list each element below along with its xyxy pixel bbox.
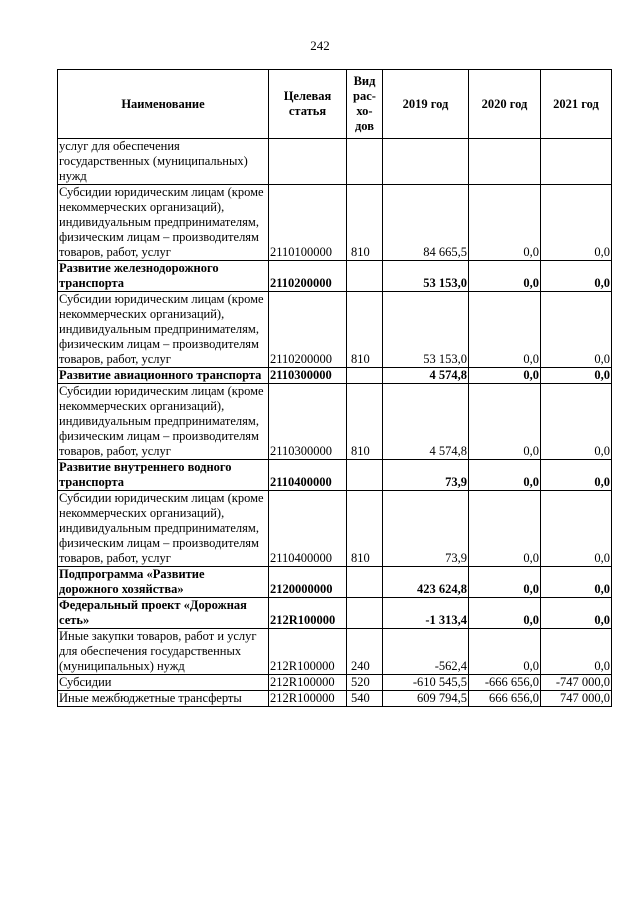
row-name: Иные межбюджетные трансферты xyxy=(58,691,269,707)
row-value-2019: 53 153,0 xyxy=(383,261,469,292)
row-value-2020: 0,0 xyxy=(469,292,541,368)
header-code: Целевая статья xyxy=(269,70,347,139)
row-code: 212R100000 xyxy=(269,675,347,691)
row-value-2020: 666 656,0 xyxy=(469,691,541,707)
row-code xyxy=(269,139,347,185)
row-name: Развитие внутреннего водного транспорта xyxy=(58,460,269,491)
header-2019: 2019 год xyxy=(383,70,469,139)
row-value-2021 xyxy=(541,139,612,185)
row-value-2021: 0,0 xyxy=(541,460,612,491)
row-value-2020: 0,0 xyxy=(469,384,541,460)
table-row xyxy=(58,675,612,691)
row-name: Субсидии юридическим лицам (кроме некоммерческих организаций), индивидуальным предпринимателям, физическим лицам – производителям товаров, работ, услуг xyxy=(58,292,269,368)
table-row xyxy=(58,491,612,567)
row-value-2020: 0,0 xyxy=(469,491,541,567)
table-row xyxy=(58,691,612,707)
row-code: 2110100000 xyxy=(269,185,347,261)
row-type: 810 xyxy=(347,491,383,567)
row-value-2020: 0,0 xyxy=(469,261,541,292)
row-code: 212R100000 xyxy=(269,691,347,707)
row-value-2019 xyxy=(383,139,469,185)
row-code: 2110400000 xyxy=(269,491,347,567)
row-value-2021: 747 000,0 xyxy=(541,691,612,707)
header-2021: 2021 год xyxy=(541,70,612,139)
row-type xyxy=(347,261,383,292)
row-value-2020: 0,0 xyxy=(469,567,541,598)
table-header-row xyxy=(58,70,612,139)
table-row xyxy=(58,292,612,368)
row-code: 2110200000 xyxy=(269,261,347,292)
row-name: Иные закупки товаров, работ и услуг для обеспечения государственных (муниципальных) нужд xyxy=(58,629,269,675)
table-row xyxy=(58,629,612,675)
row-value-2021: 0,0 xyxy=(541,567,612,598)
row-value-2020: 0,0 xyxy=(469,598,541,629)
row-code: 212R100000 xyxy=(269,629,347,675)
row-value-2019: 84 665,5 xyxy=(383,185,469,261)
row-value-2019: 4 574,8 xyxy=(383,368,469,384)
row-value-2021: 0,0 xyxy=(541,368,612,384)
row-type: 540 xyxy=(347,691,383,707)
row-name: Субсидии юридическим лицам (кроме некоммерческих организаций), индивидуальным предпринимателям, физическим лицам – производителям товаров, работ, услуг xyxy=(58,384,269,460)
row-code: 2110300000 xyxy=(269,384,347,460)
row-value-2021: 0,0 xyxy=(541,384,612,460)
table-row xyxy=(58,460,612,491)
row-value-2019: 4 574,8 xyxy=(383,384,469,460)
row-value-2021: 0,0 xyxy=(541,185,612,261)
row-type xyxy=(347,368,383,384)
row-value-2019: 73,9 xyxy=(383,491,469,567)
row-name: Развитие авиационного транспорта xyxy=(58,368,269,384)
row-value-2021: 0,0 xyxy=(541,491,612,567)
row-value-2019: 73,9 xyxy=(383,460,469,491)
row-type: 810 xyxy=(347,384,383,460)
row-type: 810 xyxy=(347,185,383,261)
row-name: Федеральный проект «Дорожная сеть» xyxy=(58,598,269,629)
row-value-2021: 0,0 xyxy=(541,261,612,292)
table-row xyxy=(58,384,612,460)
row-value-2019: 609 794,5 xyxy=(383,691,469,707)
row-code: 2120000000 xyxy=(269,567,347,598)
row-code: 2110400000 xyxy=(269,460,347,491)
row-value-2019: 423 624,8 xyxy=(383,567,469,598)
row-value-2020 xyxy=(469,139,541,185)
table-row xyxy=(58,567,612,598)
row-value-2020: 0,0 xyxy=(469,185,541,261)
page-number: 242 xyxy=(310,38,330,53)
table-row xyxy=(58,368,612,384)
row-value-2020: -666 656,0 xyxy=(469,675,541,691)
row-type: 810 xyxy=(347,292,383,368)
header-2020: 2020 год xyxy=(469,70,541,139)
row-type: 240 xyxy=(347,629,383,675)
header-name: Наименование xyxy=(58,70,269,139)
table-row xyxy=(58,261,612,292)
row-value-2019: -610 545,5 xyxy=(383,675,469,691)
row-value-2021: 0,0 xyxy=(541,598,612,629)
row-value-2019: -562,4 xyxy=(383,629,469,675)
row-value-2021: 0,0 xyxy=(541,292,612,368)
row-value-2020: 0,0 xyxy=(469,368,541,384)
row-type: 520 xyxy=(347,675,383,691)
row-type xyxy=(347,460,383,491)
table-row xyxy=(58,598,612,629)
row-name: Субсидии юридическим лицам (кроме некоммерческих организаций), индивидуальным предпринимателям, физическим лицам – производителям товаров, работ, услуг xyxy=(58,491,269,567)
table-row xyxy=(58,139,612,185)
table-row xyxy=(58,185,612,261)
row-value-2020: 0,0 xyxy=(469,629,541,675)
row-value-2021: -747 000,0 xyxy=(541,675,612,691)
row-type xyxy=(347,139,383,185)
row-name: Субсидии xyxy=(58,675,269,691)
row-value-2021: 0,0 xyxy=(541,629,612,675)
row-code: 2110200000 xyxy=(269,292,347,368)
row-code: 2110300000 xyxy=(269,368,347,384)
row-name: услуг для обеспечения государственных (муниципальных) нужд xyxy=(58,139,269,185)
row-code: 212R100000 xyxy=(269,598,347,629)
row-value-2019: 53 153,0 xyxy=(383,292,469,368)
row-name: Субсидии юридическим лицам (кроме некоммерческих организаций), индивидуальным предпринимателям, физическим лицам – производителям товаров, работ, услуг xyxy=(58,185,269,261)
header-type: Вид рас-хо-дов xyxy=(347,70,383,139)
row-value-2020: 0,0 xyxy=(469,460,541,491)
budget-table xyxy=(57,69,612,707)
row-value-2019: -1 313,4 xyxy=(383,598,469,629)
row-type xyxy=(347,567,383,598)
row-name: Развитие железнодорожного транспорта xyxy=(58,261,269,292)
row-type xyxy=(347,598,383,629)
row-name: Подпрограмма «Развитие дорожного хозяйства» xyxy=(58,567,269,598)
